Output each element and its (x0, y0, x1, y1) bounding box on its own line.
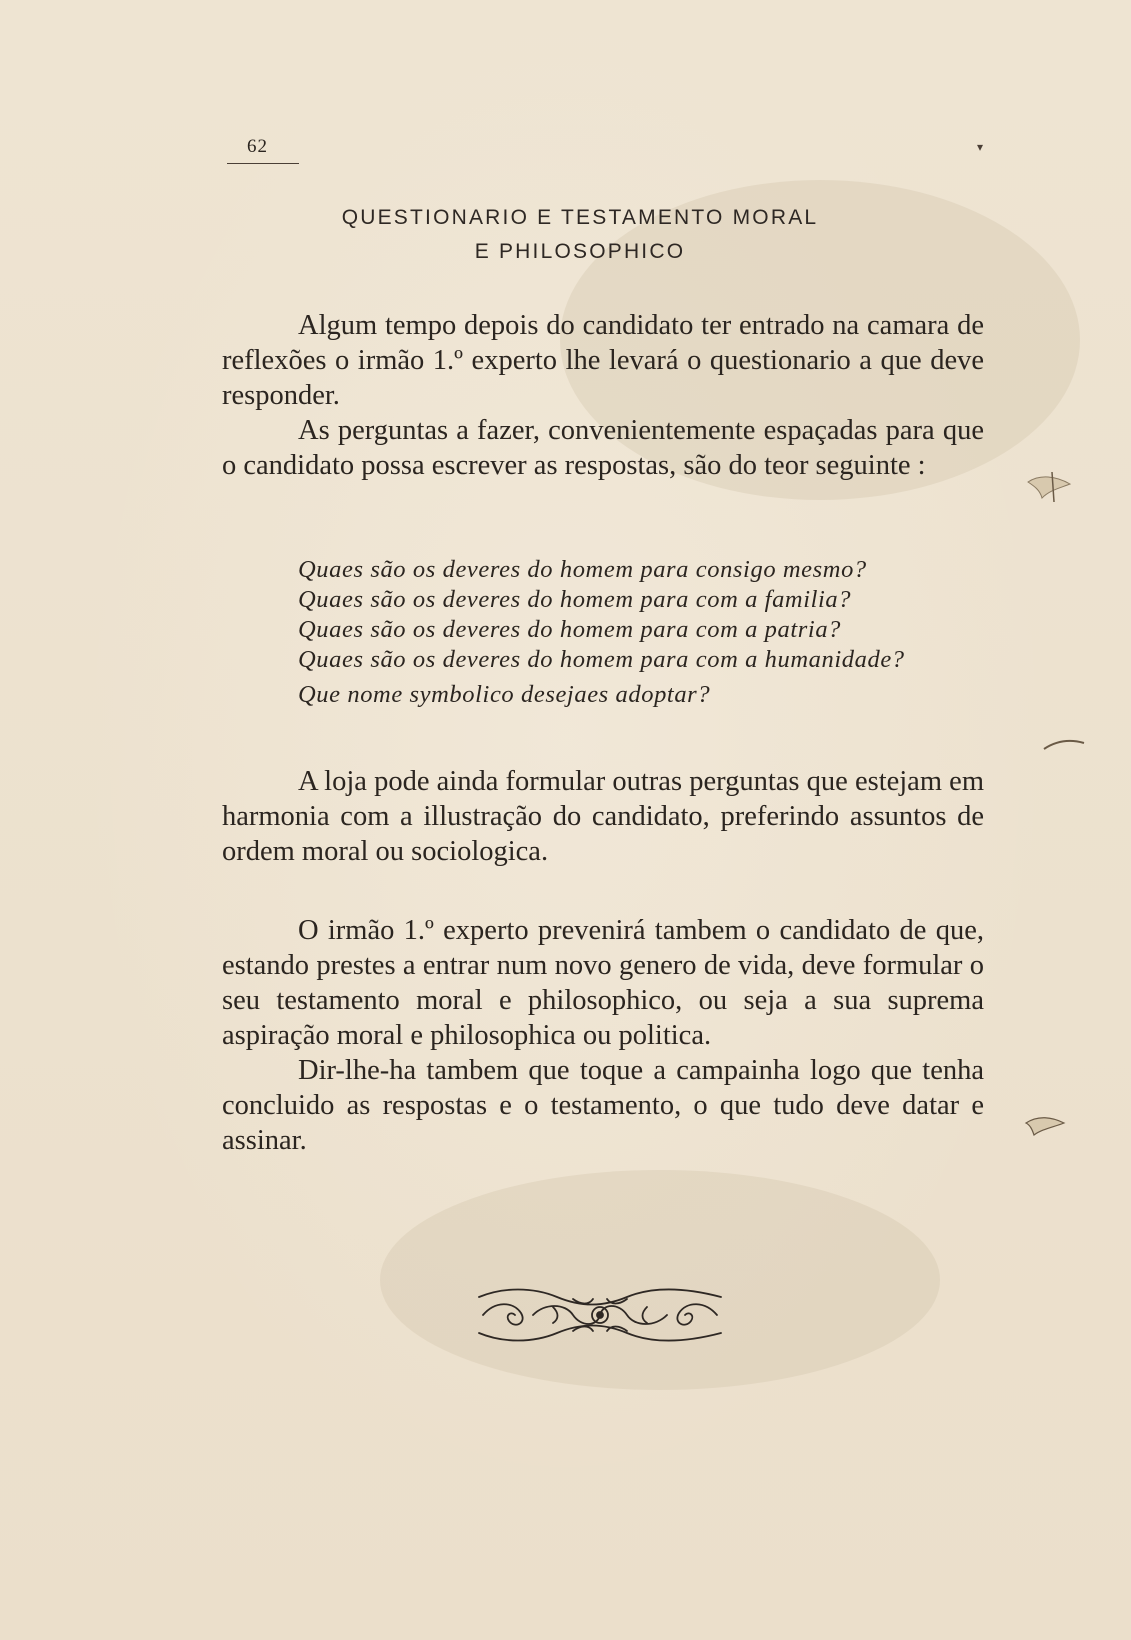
question-item: Quaes são os deveres do homem para com a familia? (298, 586, 852, 613)
question-item: Que nome symbolico desejaes adoptar? (298, 681, 711, 708)
paragraph: As perguntas a fazer, convenientemente espaçadas para que o candidato possa escrever as respostas, são do teor seguinte : (222, 415, 984, 481)
floral-vignette-ornament-icon (473, 1285, 727, 1345)
bleed-through-stain (380, 1170, 940, 1390)
question-list (222, 555, 984, 710)
page-damage-mark-icon (1020, 1105, 1070, 1145)
corner-dot-mark: ▾ (977, 140, 984, 154)
paragraph: Algum tempo depois do candidato ter entrado na camara de reflexões o irmão 1.º experto lhe levará o questionario a que deve responder. (222, 310, 984, 411)
page-damage-mark-icon (1020, 462, 1080, 512)
paragraph: O irmão 1.º experto prevenirá tambem o candidato de que, estando prestes a entrar num novo genero de vida, deve formular o seu testamento moral e philosophico, ou seja a sua suprema aspiração moral e philosophica ou politica. (222, 915, 984, 1051)
intro-paragraphs (222, 308, 984, 483)
question-item: Quaes são os deveres do homem para com a humanidade? (298, 646, 905, 673)
paragraph: A loja pode ainda formular outras perguntas que estejam em harmonia com a illustração do candidato, preferindo assuntos de ordem moral ou sociologica. (222, 766, 984, 867)
chapter-heading-subline: E PHILOSOPHICO (474, 240, 686, 263)
question-item: Quaes são os deveres do homem para consigo mesmo? (298, 556, 867, 583)
question-item: Quaes são os deveres do homem para com a patria? (298, 616, 842, 643)
page-number: 62 (247, 136, 268, 157)
page-number-rule (227, 163, 299, 164)
paragraph: Dir-lhe-ha tambem que toque a campainha logo que tenha concluido as respostas e o testamento, o que tudo deve datar e assinar. (222, 1055, 984, 1156)
closing-paragraphs (222, 913, 984, 1158)
page-damage-mark-icon (1040, 735, 1090, 755)
loja-paragraph (222, 764, 984, 869)
chapter-heading: QUESTIONARIO E TESTAMENTO MORAL (341, 206, 819, 229)
